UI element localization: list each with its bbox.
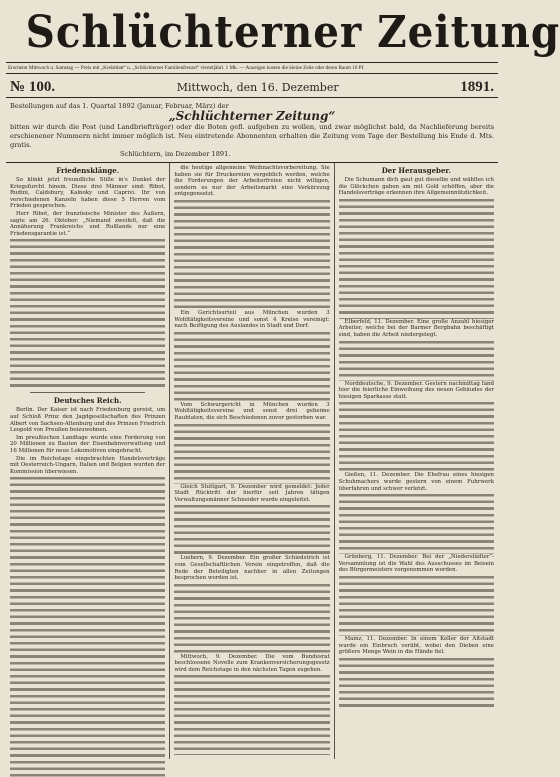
text-placeholder — [10, 477, 165, 777]
heading-friedensklaenge: Friedensklänge. — [56, 166, 120, 175]
issue-row — [6, 74, 498, 98]
paragraph: Norddeutsche, 9. Dezember. Gestern nachmittag fand hier die feierliche Einweihung des neuen Gebäudes der hiesigen Sparkasse statt. — [338, 380, 494, 400]
paragraph: Mainz, 11. Dezember. In einem Keller der Altstadt wurde ein Einbruch verübt, wobei den Dieben eine größere Menge Wein in die Hände fiel. — [338, 635, 494, 656]
column-3 — [334, 163, 498, 759]
paragraph: So klinkt jetzt freundliche Stille in's Dunkel der Kriegsfurcht hinein. Diese drei Männer sind: Ribot, Rudini, Caldsbury, Kalnoky und Caprivi. Ihr von verschiedenen Kanzeln haben diese 5 Herren vom Frieden gesprochen. — [10, 177, 166, 210]
text-placeholder — [339, 402, 494, 472]
heading-deutsches-reich: Deutsches Reich. — [53, 396, 122, 406]
text-placeholder — [339, 341, 494, 381]
notice-signature: Schlüchtern, im Dezember 1891. — [120, 150, 231, 158]
column-2 — [169, 163, 333, 759]
paragraph: Mittwoch, 9. Dezember. Die vom Bundesrat beschlossene Novelle zum Krankenversicherungsgesetz wird dem Reichstage in den nächsten Tagen zugehen. — [174, 653, 330, 673]
subscription-notice — [6, 98, 498, 163]
issue-year: 1891. — [460, 79, 494, 95]
paragraph: Gießen, 11. Dezember. Die Ehefrau eines hiesigen Schuhmachers wurde gestern von einem Fuhrwerk überfahren und schwer verletzt. — [338, 472, 494, 492]
text-placeholder — [174, 505, 329, 555]
text-placeholder — [339, 576, 494, 636]
text-placeholder — [174, 584, 329, 654]
notice-title: „Schlüchterner Zeitung“ — [168, 109, 336, 123]
paragraph: Gleich Stuttgart, 9. Dezember wird gemeldet: Jeder Stadt Rücktritt der hierfür seit Jahren tätigen Verwaltungsmänner Schneider wurde eingeleitet. — [174, 483, 330, 503]
text-placeholder — [174, 200, 329, 310]
paragraph: Die im Reichstage eingebrachten Handelsverträge mit Oesterreich-Ungarn, Italien und Belgien wurden der Kommission überwiesen. — [10, 455, 166, 475]
text-placeholder — [339, 494, 494, 554]
paragraph: die heutige allgemeine Weihnachtsvorbereitung. Sie haben sie für Druckereien vergeblich werden, welche die Forderungen der Arbeiterfreien nicht willigen, sondern es nur der Arbeitsmarkt eine Verkürzung entgegensetzt. — [174, 165, 330, 198]
heading-herausgeber: Der Herausgeber. — [381, 166, 451, 175]
paragraph: Vom Schwurgericht in München wurden 3 Wohltätigkeitsvereine und sonst drei geheime Raubtaten, die sich Beschiedenen zuvor gestorben war. — [174, 401, 330, 421]
paragraph: Herr Ribot, der französische Minister des Äußern, sagte am 26. Oktober: „Niemand zweifelt, daß die Annäherung Frankreichs und Rußlands nur eine Friedensgarantie ist.“ — [10, 210, 166, 237]
paragraph: Im preußischen Landtage wurde eine Forderung von 20 Millionen zu Bauten der Eisenbahnverwaltung und 16 Millionen für neue Lokomotiven eingebracht. — [10, 434, 166, 454]
text-placeholder — [339, 658, 494, 708]
text-placeholder — [10, 239, 165, 389]
paragraph: Berlin. Der Kaiser ist nach Friedenburg gereist, um auf Schloß Prinz den Jagdgesellschaften des Prinzen Albert von Sachsen-Altenburg und des Prinzen Friedrich Leopold von Preußen beizuwohnen. — [10, 407, 166, 434]
paragraph: Elberfeld, 11. Dezember. Eine große Anzahl hiesiger Arbeiter, welche bei der Barmer Bergbahn beschäftigt sind, haben die Arbeit niedergelegt. — [338, 318, 494, 338]
text-placeholder — [339, 199, 494, 319]
notice-line-1: Bestellungen auf das 1. Quartal 1892 (Januar, Februar, März) der — [10, 102, 229, 110]
paragraph: Grünberg, 11. Dezember. Bei der „Niederstädter“-Versammlung ist die Wahl des Ausschusses im Beisein des Bürgermeisters vorgenommen worden. — [338, 554, 494, 574]
section-divider — [30, 392, 145, 393]
article-columns — [6, 163, 498, 759]
issue-date: Mittwoch, den 16. Dezember — [176, 81, 339, 94]
newspaper-page — [6, 4, 560, 752]
paragraph: Ein Gerichtsurteil aus München wurden 3 Wohltätigkeitsvereine und sonst 4 Kreise vereinigt: nach Beifügung des Auslandes in Stadt und Dorf. — [174, 309, 330, 330]
notice-line-2: bitten wir durch die Post (und Landbriefträger) oder die Boten gefl. aufgeben zu wollen, und zwar möglichst bald, da Nachlieferung bereits erschienener Nummern nicht immer möglich ist. Neu eintretende Abonnenten erhalten die Zeitung vom Tage der Bestellung bis Ende d. Mts. gratis. — [10, 123, 494, 149]
subscription-line: Erscheint Mittwoch u. Samstag — Preis mit „Kreisblatt“ u. „Schlüchterner Familienfreund“ vierteljährl. 1 Mk. — Anzeigen kosten die kleine Zeile oder deren Raum 10 Pf. — [6, 62, 498, 74]
issue-number: № 100. — [10, 79, 56, 95]
column-1 — [6, 163, 169, 759]
paragraph: Die Schumann dich gaut gut dieselbe und wähltes ich die Glöckchen gaben am mit Gold schöffen, aber die Handelsverträge erkennen ihre Allgemeinnützlichkeit. — [338, 177, 494, 197]
text-placeholder — [174, 424, 329, 484]
text-placeholder — [174, 332, 329, 402]
paragraph: Loebern, 9. Dezember. Ein großer Schiedstrich ist vom Gesellschaftlichen Verein eingetroffen, daß die Rede der Beteiligten nachher in allen Zeitungen besprochen worden ist. — [174, 555, 330, 582]
text-placeholder — [174, 675, 329, 755]
masthead-title: Schlüchterner Zeitung — [25, 7, 560, 58]
